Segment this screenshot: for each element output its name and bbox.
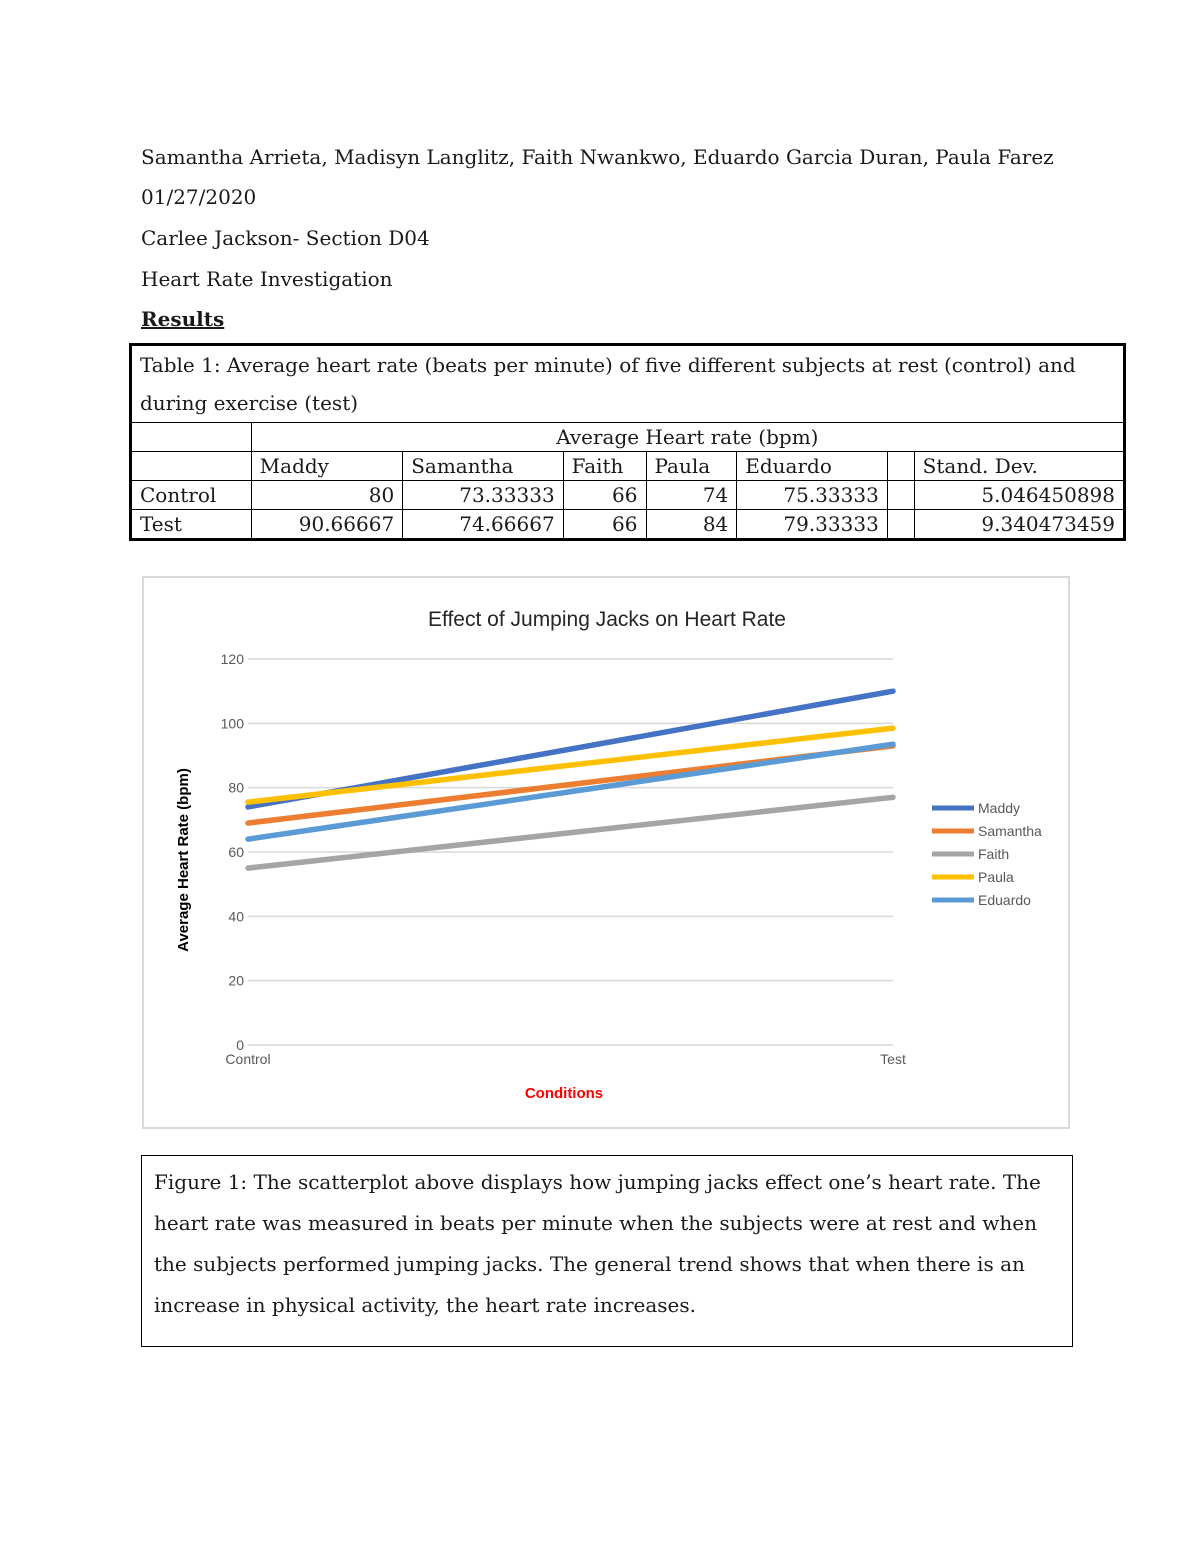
table-group-header: Average Heart rate (bpm) — [251, 423, 1124, 452]
instructor-line: Carlee Jackson- Section D04 — [141, 226, 430, 250]
column-header: Maddy — [251, 452, 403, 481]
table-cell: 5.046450898 — [914, 481, 1124, 510]
column-header: Eduardo — [737, 452, 888, 481]
figure-caption-box — [141, 1155, 1073, 1347]
table-cell-empty — [131, 423, 252, 452]
table-caption: Table 1: Average heart rate (beats per minute) of five different subjects at rest (control) and during exercise (test) — [131, 345, 1125, 423]
column-header: Faith — [563, 452, 646, 481]
table-cell: 74.66667 — [403, 510, 563, 540]
x-tick-label: Test — [880, 1051, 906, 1067]
table-cell: 73.33333 — [403, 481, 563, 510]
legend-label: Faith — [978, 846, 1010, 862]
y-tick-label: 40 — [228, 908, 244, 925]
y-tick-label: 100 — [220, 715, 244, 732]
column-header: Paula — [646, 452, 737, 481]
author-line: Samantha Arrieta, Madisyn Langlitz, Faith Nwankwo, Eduardo Garcia Duran, Paula Farez — [141, 145, 1054, 169]
y-tick-label: 120 — [220, 651, 244, 667]
line-chart — [144, 578, 1070, 1129]
table-cell: 75.33333 — [737, 481, 888, 510]
row-label: Control — [131, 481, 252, 510]
y-tick-label: 0 — [236, 1037, 244, 1053]
legend-label: Eduardo — [978, 892, 1031, 908]
table-row — [131, 510, 1125, 540]
legend-label: Paula — [978, 869, 1014, 885]
date-line: 01/27/2020 — [141, 185, 257, 209]
y-axis-ticks — [221, 651, 245, 1053]
results-heading: Results — [141, 307, 225, 331]
series-line-faith — [248, 797, 893, 868]
table-cell: 66 — [563, 481, 646, 510]
y-tick-label: 80 — [228, 779, 244, 796]
results-table — [129, 343, 1126, 541]
gridlines — [248, 659, 893, 1045]
table-cell: 66 — [563, 510, 646, 540]
y-axis-label: Average Heart Rate (bpm) — [175, 768, 192, 952]
table-cell — [887, 510, 914, 540]
y-tick-label: 20 — [228, 972, 244, 989]
column-header — [887, 452, 914, 481]
row-label: Test — [131, 510, 252, 540]
table-cell: 80 — [251, 481, 403, 510]
legend-label: Maddy — [978, 800, 1021, 816]
chart-title: Effect of Jumping Jacks on Heart Rate — [428, 608, 786, 631]
x-axis-ticks — [225, 1051, 906, 1067]
y-tick-label: 60 — [228, 844, 244, 860]
figure-caption: Figure 1: The scatterplot above displays how jumping jacks effect one’s heart rate. The heart rate was measured in beats per minute when the subjects were at rest and when the subjects performed jumping jacks. The general trend shows that when there is an increase in physical activity, the heart rate increases. — [154, 1170, 1041, 1317]
legend-label: Samantha — [978, 823, 1042, 839]
lab-title: Heart Rate Investigation — [141, 267, 393, 291]
table-cell: 90.66667 — [251, 510, 403, 540]
table-cell: 79.33333 — [737, 510, 888, 540]
series-lines — [248, 691, 893, 868]
table-cell: 84 — [646, 510, 737, 540]
chart-frame — [142, 576, 1070, 1129]
table-cell — [887, 481, 914, 510]
table-row — [131, 481, 1125, 510]
chart-legend — [932, 800, 1042, 908]
table-cell: 74 — [646, 481, 737, 510]
column-header: Stand. Dev. — [914, 452, 1124, 481]
column-header: Samantha — [403, 452, 563, 481]
x-axis-label: Conditions — [524, 1085, 604, 1102]
x-tick-label: Control — [225, 1051, 271, 1067]
table-cell-empty — [131, 452, 252, 481]
table-cell: 9.340473459 — [914, 510, 1124, 540]
